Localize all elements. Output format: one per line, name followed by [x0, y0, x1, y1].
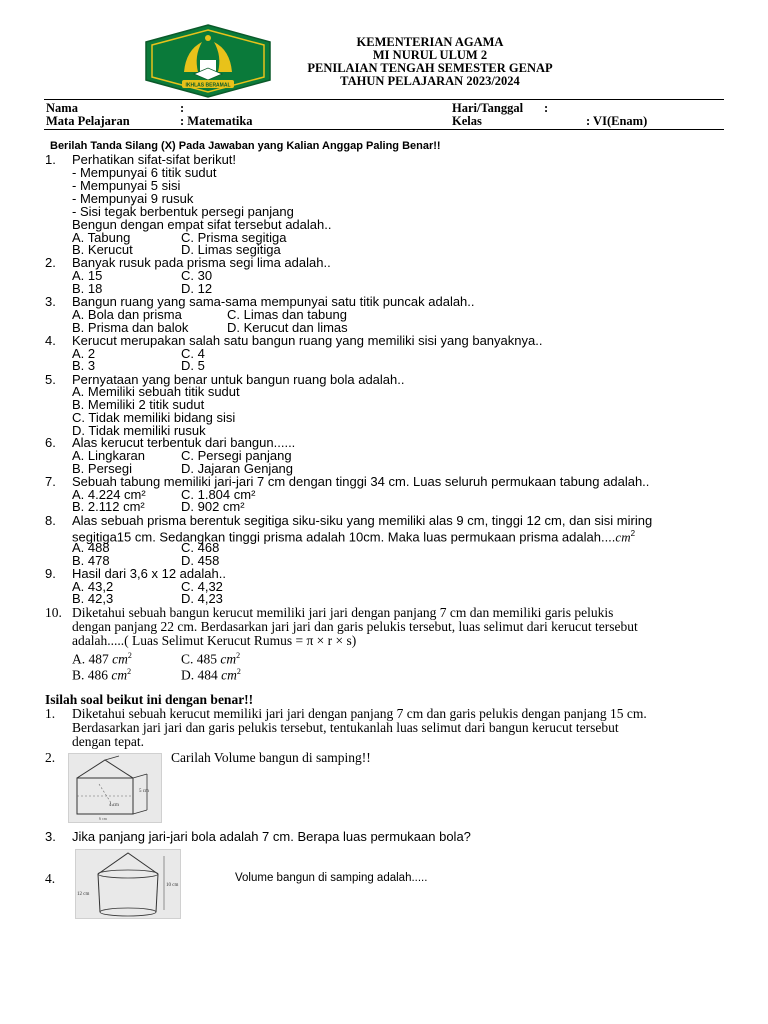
q5-option-c[interactable]: C. Tidak memiliki bidang sisi — [72, 410, 236, 425]
kelas-value: : VI(Enam) — [586, 114, 648, 128]
q10-option-b[interactable] — [72, 665, 131, 682]
q7-number: 7. — [45, 474, 56, 489]
q8-unit-sup: 2 — [630, 529, 636, 538]
house-prism-figure — [68, 753, 162, 823]
q5-number: 5. — [45, 372, 56, 387]
q10-option-a-sup: 2 — [127, 651, 132, 660]
q1-trait-3: - Mempunyai 9 rusuk — [72, 191, 194, 206]
q8-option-a[interactable]: A. 488 — [72, 540, 110, 555]
cone-cylinder-label-b: 10 cm — [166, 883, 179, 888]
student-info-block — [44, 99, 724, 130]
q4-option-d[interactable]: D. 5 — [181, 358, 205, 373]
essay1-line-2: Berdasarkan jari jari dan garis pelukis tersebut, tentukanlah luas selimut dari bangun kerucut tersebut — [72, 720, 619, 735]
q1-option-d[interactable]: D. Limas segitiga — [181, 242, 281, 257]
q6-option-a[interactable]: A. Lingkaran — [72, 448, 145, 463]
section1-instruction: Berilah Tanda Silang (X) Pada Jawaban yang Kalian Anggap Paling Benar!! — [50, 140, 441, 152]
q4-number: 4. — [45, 333, 56, 348]
house-prism-label-c: 6 cm — [99, 816, 107, 821]
q1-trait-2: - Mempunyai 5 sisi — [72, 178, 181, 193]
q2-option-c[interactable]: C. 30 — [181, 268, 213, 283]
q10-option-d-value: D. 484 — [181, 667, 218, 683]
q10-text-2: dengan panjang 22 cm. Berdasarkan jari jari dan garis pelukis tersebut, luas selimut dari kerucut tersebut — [72, 619, 638, 634]
q1-trait-4: - Sisi tegak berbentuk persegi panjang — [72, 204, 294, 219]
essay2-text: Carilah Volume bangun di samping!! — [171, 750, 371, 765]
q2-text: Banyak rusuk pada prisma segi lima adalah.. — [72, 255, 331, 270]
essay3-text: Jika panjang jari-jari bola adalah 7 cm. Berapa luas permukaan bola? — [72, 829, 471, 844]
q1-trait-1: - Mempunyai 6 titik sudut — [72, 165, 217, 180]
q10-text: Diketahui sebuah bangun kerucut memiliki jari jari dengan panjang 7 cm dan memiliki garis pelukis — [72, 605, 614, 620]
q2-number: 2. — [45, 255, 56, 270]
q10-option-b-sup: 2 — [127, 667, 132, 676]
q10-option-a-unit: cm — [112, 651, 128, 667]
q10-text-3: adalah.....( Luas Selimut Kerucut Rumus = π × r × s) — [72, 633, 357, 648]
logo-motto: IKHLAS BERAMAL — [185, 82, 231, 89]
q9-number: 9. — [45, 566, 56, 581]
q10-option-d-unit: cm — [221, 667, 237, 683]
q4-option-c[interactable]: C. 4 — [181, 346, 205, 361]
mapel-label: Mata Pelajaran — [46, 114, 130, 128]
q6-number: 6. — [45, 435, 56, 450]
q5-option-b[interactable]: B. Memiliki 2 titik sudut — [72, 397, 205, 412]
house-prism-label-b: 4 cm — [109, 803, 119, 808]
q2-option-a[interactable]: A. 15 — [72, 268, 103, 283]
q8-option-c[interactable]: C. 468 — [181, 540, 220, 555]
q4-option-b[interactable]: B. 3 — [72, 358, 96, 373]
q1-option-b[interactable]: B. Kerucut — [72, 242, 133, 257]
hari-label: Hari/Tanggal — [452, 101, 524, 115]
q6-text: Alas kerucut terbentuk dari bangun...... — [72, 435, 296, 450]
q8-option-b[interactable]: B. 478 — [72, 553, 110, 568]
q5-text: Pernyataan yang benar untuk bangun ruang bola adalah.. — [72, 372, 405, 387]
header-line-2: MI NURUL ULUM 2 — [372, 48, 488, 62]
kemenag-logo — [144, 24, 272, 98]
q7-option-c[interactable]: C. 1.804 cm² — [181, 487, 256, 502]
q8-number: 8. — [45, 513, 56, 528]
q10-option-b-unit: cm — [111, 667, 128, 683]
q1-text-2: Bengun dengan empat sifat tersebut adalah.. — [72, 217, 332, 232]
q2-option-d[interactable]: D. 12 — [181, 281, 213, 296]
q10-option-c-sup: 2 — [236, 651, 241, 660]
q9-option-d[interactable]: D. 4,23 — [181, 591, 223, 606]
q10-option-d[interactable] — [181, 665, 241, 682]
q3-option-b[interactable]: B. Prisma dan balok — [72, 320, 189, 335]
q10-option-a[interactable] — [72, 649, 132, 666]
nama-label: Nama — [46, 101, 78, 115]
q3-number: 3. — [45, 294, 56, 309]
q7-text: Sebuah tabung memiliki jari-jari 7 cm dengan tinggi 34 cm. Luas seluruh permukaan tabung adalah.. — [72, 474, 650, 489]
essay1-line-1: Diketahui sebuah kerucut memiliki jari jari dengan panjang 7 cm dan garis pelukis dengan panjang 15 cm. — [72, 706, 647, 721]
q6-option-d[interactable]: D. Jajaran Genjang — [181, 461, 294, 476]
header-line-1: KEMENTERIAN AGAMA — [356, 35, 504, 49]
hari-colon: : — [544, 101, 549, 115]
q4-option-a[interactable]: A. 2 — [72, 346, 96, 361]
q10-option-d-sup: 2 — [236, 667, 241, 676]
q10-option-c[interactable] — [181, 649, 240, 666]
q1-number: 1. — [45, 152, 56, 167]
essay4-number: 4. — [45, 871, 56, 886]
cone-cylinder-figure — [75, 849, 181, 919]
essay3-number: 3. — [45, 829, 56, 844]
q6-option-c[interactable]: C. Persegi panjang — [181, 448, 292, 463]
q5-option-a[interactable]: A. Memiliki sebuah titik sudut — [72, 384, 240, 399]
header-line-3: PENILAIAN TENGAH SEMESTER GENAP — [307, 61, 553, 75]
q6-option-b[interactable]: B. Persegi — [72, 461, 132, 476]
q1-text: Perhatikan sifat-sifat berikut! — [72, 152, 237, 167]
essay4-text: Volume bangun di samping adalah..... — [235, 872, 428, 884]
q7-option-b[interactable]: B. 2.112 cm² — [72, 499, 145, 514]
q1-option-c[interactable]: C. Prisma segitiga — [181, 230, 287, 245]
q7-option-a[interactable]: A. 4.224 cm² — [72, 487, 146, 502]
house-prism-label-a: 5 cm — [139, 789, 149, 794]
q3-option-a[interactable]: A. Bola dan prisma — [72, 307, 182, 322]
house-prism-drawing — [69, 754, 161, 822]
q2-option-b[interactable]: B. 18 — [72, 281, 103, 296]
q9-option-b[interactable]: B. 42,3 — [72, 591, 114, 606]
q3-option-d[interactable]: D. Kerucut dan limas — [227, 320, 348, 335]
q5-option-d[interactable]: D. Tidak memiliki rusuk — [72, 423, 206, 438]
q10-option-a-value: A. 487 — [72, 651, 109, 667]
essay1-number: 1. — [45, 706, 56, 721]
q10-option-b-value: B. 486 — [72, 667, 109, 683]
q8-text-2 — [72, 527, 635, 543]
kelas-label: Kelas — [452, 114, 482, 128]
essay2-number: 2. — [45, 750, 56, 765]
mapel-value: : Matematika — [180, 114, 253, 128]
header-line-4: TAHUN PELAJARAN 2023/2024 — [340, 74, 520, 88]
section2-instruction: Isilah soal beikut ini dengan benar!! — [45, 692, 254, 707]
cone-cylinder-drawing — [76, 850, 180, 918]
q8-text: Alas sebuah prisma berentuk segitiga siku-siku yang memiliki alas 9 cm, tinggi 12 cm, dan sisi miring — [72, 513, 653, 528]
q9-option-a[interactable]: A. 43,2 — [72, 579, 114, 594]
q10-number: 10. — [45, 605, 62, 620]
q9-option-c[interactable]: C. 4,32 — [181, 579, 223, 594]
essay1-line-3: dengan tepat. — [72, 734, 144, 749]
q1-option-a[interactable]: A. Tabung — [72, 230, 131, 245]
q10-option-c-value: C. 485 — [181, 651, 218, 667]
q9-text: Hasil dari 3,6 x 12 adalah.. — [72, 566, 226, 581]
q3-text: Bangun ruang yang sama-sama mempunyai satu titik puncak adalah.. — [72, 294, 475, 309]
q8-unit: cm — [615, 529, 631, 545]
q8-text-2-body: segitiga15 cm. Sedangkan tinggi prisma adalah 10cm. Maka luas permukaan prisma adalah.... — [72, 529, 616, 545]
q3-option-c[interactable]: C. Limas dan tabung — [227, 307, 347, 322]
q10-option-c-unit: cm — [220, 651, 237, 667]
cone-cylinder-label-a: 12 cm — [77, 892, 90, 897]
q7-option-d[interactable]: D. 902 cm² — [181, 499, 245, 514]
q8-option-d[interactable]: D. 458 — [181, 553, 220, 568]
nama-colon: : — [180, 101, 185, 115]
q4-text: Kerucut merupakan salah satu bangun ruang yang memiliki sisi yang banyaknya.. — [72, 333, 543, 348]
